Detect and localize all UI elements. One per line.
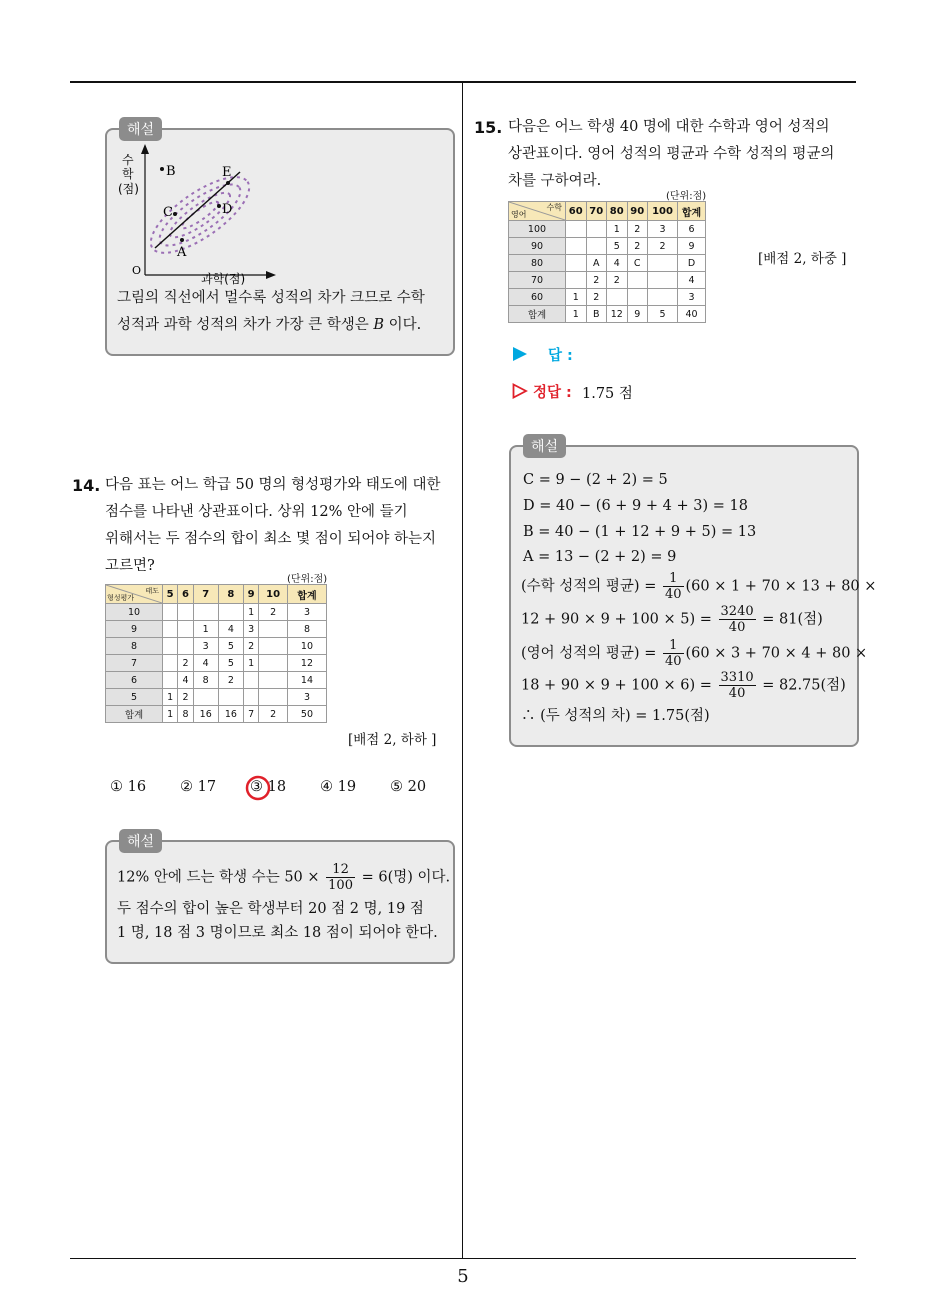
- q14-header-cell: 8: [218, 585, 243, 604]
- table-cell: 1: [607, 221, 628, 238]
- table-cell: [193, 604, 218, 621]
- table-cell: 5: [218, 638, 243, 655]
- fraction-numerator: 1: [663, 571, 684, 587]
- fraction-denominator: 40: [664, 587, 682, 602]
- q15-corner-bottom: 영어: [511, 210, 527, 219]
- row-header: 80: [509, 255, 566, 272]
- table-cell: 3: [193, 638, 218, 655]
- table-cell: C: [627, 255, 648, 272]
- row-header: 10: [106, 604, 163, 621]
- sol13-line-2: [117, 313, 421, 334]
- label-E: E: [222, 165, 232, 180]
- sol15-math-mean-2: [521, 604, 823, 635]
- table-cell: [163, 638, 178, 655]
- table-cell: 8: [178, 706, 193, 723]
- point-A: [180, 238, 184, 242]
- bottom-rule: [70, 1258, 856, 1259]
- table-cell: 2: [218, 672, 243, 689]
- table-cell: 2: [627, 238, 648, 255]
- q14-text-3: 위해서는 두 점수의 합이 최소 몇 점이 되어야 하는지: [105, 531, 437, 547]
- table-cell: [178, 621, 193, 638]
- table-cell: 4: [193, 655, 218, 672]
- table-cell: 5: [607, 238, 628, 255]
- fraction: [719, 604, 756, 635]
- fraction: [663, 571, 684, 602]
- origin-label: O: [132, 264, 142, 277]
- m2-post: = 81(점): [762, 611, 823, 628]
- sol14-l1-post: = 6(명) 이다.: [361, 869, 451, 886]
- q14-header-cell: 7: [193, 585, 218, 604]
- question-15-number: 15.: [474, 118, 503, 137]
- q14-text-4: 고르면?: [105, 558, 155, 574]
- choice-2[interactable]: ② 17: [180, 779, 217, 795]
- m2-pre: 12 + 90 × 9 + 100 × 5) =: [521, 611, 712, 628]
- table-cell: 10: [287, 638, 326, 655]
- label-D: D: [222, 202, 233, 217]
- sol15-eq-4: A = 13 − (2 + 2) = 9: [523, 549, 677, 565]
- table-cell: [566, 221, 587, 238]
- q15-header-cell: 60: [566, 202, 587, 221]
- q15-text-3: 차를 구하여라.: [508, 173, 602, 189]
- q15-table-header-row: [509, 202, 706, 221]
- row-header: 5: [106, 689, 163, 706]
- q15-header-cell: 80: [607, 202, 628, 221]
- table-cell: 4: [178, 672, 193, 689]
- q15-header-cell: 100: [648, 202, 678, 221]
- fraction-denominator: 40: [728, 620, 746, 635]
- answer-label: 답 :: [548, 348, 573, 364]
- table-cell: [648, 289, 678, 306]
- table-cell: 2: [243, 638, 258, 655]
- table-cell: 2: [586, 289, 607, 306]
- table-cell: [259, 689, 288, 706]
- table-cell: [163, 672, 178, 689]
- table-cell: [178, 638, 193, 655]
- fraction: [663, 638, 684, 669]
- table-row: [106, 638, 327, 655]
- solution-tag: 해설: [119, 829, 162, 853]
- row-header: 합계: [509, 306, 566, 323]
- y-label-2: 학: [122, 167, 134, 181]
- e1-post: (60 × 3 + 70 × 4 + 80 ×: [685, 645, 868, 662]
- q14-header-cell: 합계: [287, 585, 326, 604]
- table-cell: 50: [287, 706, 326, 723]
- table-cell: [243, 689, 258, 706]
- table-cell: 2: [648, 238, 678, 255]
- sol14-line-3: 1 명, 18 점 3 명이므로 최소 18 점이 되어야 한다.: [117, 925, 438, 941]
- correct-value: 1.75 점: [582, 386, 633, 402]
- q15-corner-top: 수학: [546, 203, 562, 212]
- fraction: [719, 670, 756, 701]
- table-cell: [259, 638, 288, 655]
- fraction-numerator: 3240: [720, 604, 754, 619]
- sol14-line-2: 두 점수의 합이 높은 학생부터 20 점 2 명, 19 점: [117, 901, 424, 917]
- table-cell: [566, 238, 587, 255]
- q14-corner-top: 태도: [145, 587, 159, 595]
- table-cell: 4: [218, 621, 243, 638]
- q14-table-corner: [106, 585, 163, 604]
- table-cell: [163, 604, 178, 621]
- table-cell: [218, 689, 243, 706]
- correct-arrow-icon: [512, 383, 528, 399]
- sol15-eng-mean-2: [521, 670, 846, 701]
- table-cell: [163, 621, 178, 638]
- q14-correlation-table: [105, 584, 327, 723]
- label-C: C: [163, 205, 173, 220]
- table-cell: 1: [243, 604, 258, 621]
- table-cell: 40: [678, 306, 706, 323]
- table-cell: 16: [218, 706, 243, 723]
- row-header: 6: [106, 672, 163, 689]
- table-cell: [243, 672, 258, 689]
- table-row: [509, 238, 706, 255]
- label-A: A: [177, 245, 187, 260]
- correlation-graph: [118, 140, 318, 290]
- e1-pre: (영어 성적의 평균) =: [521, 645, 657, 662]
- fraction-numerator: 3310: [720, 670, 754, 685]
- e2-post: = 82.75(점): [762, 677, 846, 694]
- sol15-eq-1: C = 9 − (2 + 2) = 5: [523, 472, 668, 488]
- sol15-eq-2: D = 40 − (6 + 9 + 4 + 3) = 18: [523, 498, 748, 514]
- page-number: 5: [457, 1266, 469, 1287]
- q14-text-1: 다음 표는 어느 학급 50 명의 형성평가와 태도에 대한: [105, 477, 441, 493]
- table-cell: 14: [287, 672, 326, 689]
- fraction-denominator: 40: [664, 654, 682, 669]
- row-header: 70: [509, 272, 566, 289]
- table-cell: [627, 272, 648, 289]
- choice-4[interactable]: ④ 19: [320, 779, 357, 795]
- table-cell: 3: [243, 621, 258, 638]
- sol15-eq-3: B = 40 − (1 + 12 + 9 + 5) = 13: [523, 524, 757, 540]
- x-label: 과학(점): [201, 272, 246, 286]
- table-cell: 4: [607, 255, 628, 272]
- fraction: [326, 862, 355, 893]
- table-cell: [648, 272, 678, 289]
- y-label-1: 수: [122, 153, 134, 167]
- table-cell: [566, 255, 587, 272]
- table-cell: 2: [259, 604, 288, 621]
- e2-pre: 18 + 90 × 9 + 100 × 6) =: [521, 677, 712, 694]
- table-cell: 1: [193, 621, 218, 638]
- table-cell: 9: [678, 238, 706, 255]
- table-cell: 7: [243, 706, 258, 723]
- table-row: [509, 221, 706, 238]
- table-cell: 12: [287, 655, 326, 672]
- table-cell: 9: [627, 306, 648, 323]
- q14-table-header-row: [106, 585, 327, 604]
- table-cell: 4: [678, 272, 706, 289]
- m1-pre: (수학 성적의 평균) =: [521, 578, 657, 595]
- table-cell: [586, 238, 607, 255]
- table-cell: [648, 255, 678, 272]
- sol13-line-2-pre: 성적과 과학 성적의 차가 가장 큰 학생은: [117, 317, 369, 333]
- fraction-numerator: 12: [326, 862, 355, 878]
- table-total-row: [509, 306, 706, 323]
- q14-header-cell: 6: [178, 585, 193, 604]
- table-cell: 16: [193, 706, 218, 723]
- question-15-text: [508, 114, 858, 195]
- table-cell: [193, 689, 218, 706]
- row-header: 60: [509, 289, 566, 306]
- point-C: [173, 212, 177, 216]
- table-cell: 12: [607, 306, 628, 323]
- row-header: 100: [509, 221, 566, 238]
- y-label-3: (점): [118, 182, 139, 196]
- scatter-band: [140, 164, 260, 267]
- table-row: [509, 272, 706, 289]
- table-cell: 2: [178, 655, 193, 672]
- q14-header-cell: 5: [163, 585, 178, 604]
- table-cell: B: [586, 306, 607, 323]
- q15-unit: (단위:점): [666, 191, 707, 202]
- correct-label: 정답 :: [533, 385, 572, 401]
- table-cell: 5: [648, 306, 678, 323]
- table-cell: 2: [607, 272, 628, 289]
- label-B: B: [166, 164, 176, 179]
- solution-tag: 해설: [523, 434, 566, 458]
- table-cell: [259, 655, 288, 672]
- table-row: [106, 655, 327, 672]
- table-cell: 3: [648, 221, 678, 238]
- row-header: 9: [106, 621, 163, 638]
- question-14-text: [105, 472, 460, 580]
- table-cell: 1: [163, 689, 178, 706]
- table-cell: [566, 272, 587, 289]
- table-cell: 1: [243, 655, 258, 672]
- sol15-eng-mean-1: [521, 638, 867, 669]
- column-divider: [462, 83, 463, 1258]
- table-cell: D: [678, 255, 706, 272]
- y-axis-arrow: [141, 144, 149, 154]
- table-cell: 6: [678, 221, 706, 238]
- table-cell: 2: [259, 706, 288, 723]
- table-row: [509, 289, 706, 306]
- table-cell: 3: [678, 289, 706, 306]
- sol13-line-2-var: B: [373, 317, 385, 333]
- table-cell: 8: [287, 621, 326, 638]
- answer-arrow-icon: [512, 346, 528, 362]
- fraction-numerator: 1: [663, 638, 684, 654]
- sol15-math-mean-1: [521, 571, 876, 602]
- q15-text-2: 상관표이다. 영어 성적의 평균과 수학 성적의 평균의: [508, 146, 835, 162]
- table-cell: 1: [566, 289, 587, 306]
- table-cell: A: [586, 255, 607, 272]
- point-E: [226, 181, 230, 185]
- selected-answer-circle-icon: [244, 774, 272, 802]
- top-rule: [70, 81, 856, 83]
- point-D: [217, 204, 221, 208]
- q15-score-meta: [배점 2, 하중 ]: [758, 251, 847, 267]
- table-cell: [178, 604, 193, 621]
- sol13-line-1: 그림의 직선에서 멀수록 성적의 차가 크므로 수학: [117, 290, 425, 306]
- table-cell: [163, 655, 178, 672]
- table-cell: 1: [163, 706, 178, 723]
- table-cell: 2: [586, 272, 607, 289]
- m1-post: (60 × 1 + 70 × 13 + 80 ×: [685, 578, 877, 595]
- sol13-line-2-post: 이다.: [388, 317, 422, 333]
- question-14-number: 14.: [72, 476, 101, 495]
- table-cell: 3: [287, 689, 326, 706]
- table-cell: [627, 289, 648, 306]
- solution-tag: 해설: [119, 117, 162, 141]
- row-header: 7: [106, 655, 163, 672]
- table-cell: 2: [627, 221, 648, 238]
- sol14-l1-pre: 12% 안에 드는 학생 수는 50 ×: [117, 869, 320, 886]
- row-header: 8: [106, 638, 163, 655]
- table-row: [106, 672, 327, 689]
- table-cell: [607, 289, 628, 306]
- choice-1[interactable]: ① 16: [110, 779, 147, 795]
- row-header: 합계: [106, 706, 163, 723]
- fraction-denominator: 40: [728, 686, 746, 701]
- table-row: [106, 689, 327, 706]
- choice-3[interactable]: ③ 18: [250, 779, 287, 795]
- q15-header-cell: 70: [586, 202, 607, 221]
- q15-header-cell: 합계: [678, 202, 706, 221]
- q15-table-corner: [509, 202, 566, 221]
- choice-5[interactable]: ⑤ 20: [390, 779, 427, 795]
- table-cell: [259, 621, 288, 638]
- sol14-line-1: [117, 862, 450, 893]
- table-row: [509, 255, 706, 272]
- table-row: [106, 604, 327, 621]
- q14-unit: (단위:점): [287, 574, 328, 585]
- table-row: [106, 621, 327, 638]
- q14-text-2: 점수를 나타낸 상관표이다. 상위 12% 안에 들기: [105, 504, 408, 520]
- table-cell: [218, 604, 243, 621]
- table-total-row: [106, 706, 327, 723]
- q15-correlation-table: [508, 201, 706, 323]
- q15-header-cell: 90: [627, 202, 648, 221]
- table-cell: 2: [178, 689, 193, 706]
- table-cell: [259, 672, 288, 689]
- q14-header-cell: 10: [259, 585, 288, 604]
- q14-score-meta: [배점 2, 하하 ]: [348, 732, 437, 748]
- table-cell: 8: [193, 672, 218, 689]
- table-cell: 3: [287, 604, 326, 621]
- table-cell: 1: [566, 306, 587, 323]
- fraction-denominator: 100: [328, 878, 353, 893]
- x-axis-arrow: [266, 271, 276, 279]
- sol15-final: ∴ (두 성적의 차) = 1.75(점): [521, 708, 710, 724]
- q14-header-cell: 9: [243, 585, 258, 604]
- table-cell: 5: [218, 655, 243, 672]
- row-header: 90: [509, 238, 566, 255]
- table-cell: [586, 221, 607, 238]
- point-B: [160, 167, 164, 171]
- q14-corner-bottom: 형성평가: [107, 594, 135, 602]
- q15-text-1: 다음은 어느 학생 40 명에 대한 수학과 영어 성적의: [508, 119, 830, 135]
